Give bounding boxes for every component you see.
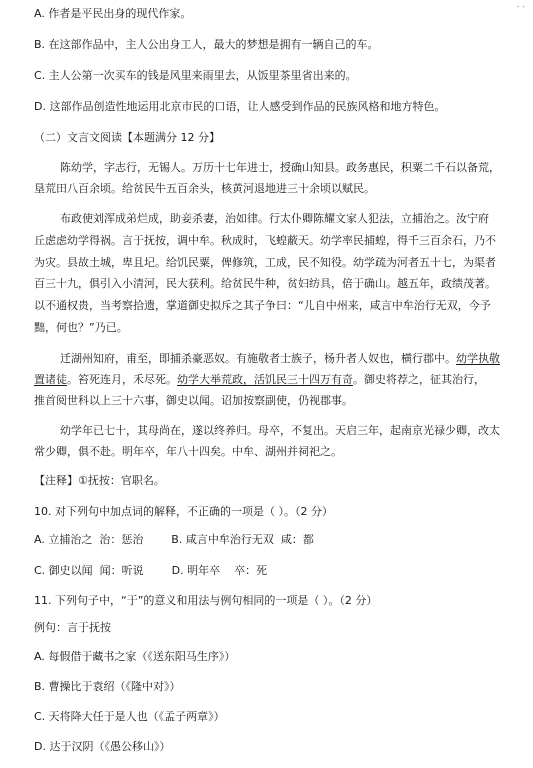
passage-p2-line3: 为灾。县故土城，卑且圮。给饥民粟，俾修筑，工成，民不知役。幼学疏为河者五十七，为渠者 xyxy=(34,256,496,269)
passage-p4-line2: 常少卿，俱不赴。明年卒，年八十四矣。中牟、湖州并祠祀之。 xyxy=(34,445,342,458)
passage-p2-line2: 丘虑虑幼学得祸。言于抚按，调中牟。秋成时，飞蝗蔽天。幼学率民捕蝗，得千三百余石，乃不 xyxy=(34,234,496,247)
question-10-stem: 10. 对下列句中加点词的解释，不正确的一项是（ ）。（2 分） xyxy=(34,505,333,518)
passage-p3-line2-text-b: 。御史将荐之，征其治行， xyxy=(353,373,485,386)
prev-option-c: C. 主人公第一次买车的钱是风里来雨里去，从饭里茶里省出来的。 xyxy=(34,69,357,82)
passage-p1-line1: 陈幼学，字志行，无锡人。万历十七年进士，授确山知县。政务惠民，积粟二千石以备荒， xyxy=(60,161,500,174)
prev-option-b: B. 在这部作品中，主人公出身工人，最大的梦想是拥有一辆自己的车。 xyxy=(34,38,379,51)
passage-p1-line2: 垦荒田八百余顷。给贫民牛五百余头，核黄河退地进三十余顷以赋民。 xyxy=(34,182,375,195)
passage-p3-line1 xyxy=(60,352,500,366)
question-11-stem: 11. 下列句子中，“于”的意义和用法与例句相同的一项是（ ）。（2 分） xyxy=(34,594,378,607)
passage-p4-line1: 幼学年已七十，其母尚在，遂以终养归。母卒，不复出。天启三年，起南京光禄少卿，改太 xyxy=(60,424,500,437)
question-11-example: 例句：言于抚按 xyxy=(34,621,111,634)
section-heading: （二）文言文阅读【本题满分 12 分】 xyxy=(34,131,220,144)
annotation-note: 【注释】①抚按：官职名。 xyxy=(34,474,165,487)
passage-p3-line3: 推首阅世科以上三十六事，御史以闻。诏加按察副使，仍视郡事。 xyxy=(34,394,353,407)
prev-option-a: A. 作者是平民出身的现代作家。 xyxy=(34,7,192,20)
passage-p3-line2 xyxy=(34,373,485,387)
question-10-options-row2: C. 御史以闻 闻：听说 D. 明年卒 卒：死 xyxy=(34,564,268,577)
underlined-sentence-1b: 置诸徒 xyxy=(34,373,67,386)
passage-p3-line2-text-a: 。笞死连月，禾尽死。 xyxy=(67,373,177,386)
question-11-option-b: B. 曹操比于袁绍（《隆中对》） xyxy=(34,680,181,693)
passage-p2-line6: 黜，何也？”乃已。 xyxy=(34,321,128,334)
passage-p2-line4: 百三十九，俱引入小清河，民大获利。给贫民牛种，贫妇纺具，倍于确山。越五年，政绩茂著。 xyxy=(34,277,496,290)
question-11-option-c: C. 天将降大任于是人也（《孟子两章》） xyxy=(34,710,225,723)
question-11-option-a: A. 每假借于藏书之家（《送东阳马生序》） xyxy=(34,650,236,663)
passage-p3-line1-text: 迁湖州知府，甫至，即捕杀豪恶奴。有施敬者士族子，杨升者人奴也，横行郡中。 xyxy=(60,352,456,365)
question-11-option-d: D. 达于汉阴（《愚公移山》） xyxy=(34,740,171,753)
prev-option-d: D. 这部作品创造性地运用北京市民的口语，让人感受到作品的民族风格和地方特色。 xyxy=(34,100,446,113)
passage-p2-line1: 布政使刘浑成弟烂成，助妾杀妻，治如律。行太仆卿陈耀文家人犯法，立捕治之。汝宁府 xyxy=(60,212,489,225)
underlined-sentence-2: 幼学大举荒政，活饥民三十四万有奇 xyxy=(177,373,353,386)
corner-mark: - - xyxy=(516,2,525,11)
passage-p2-line5: 以不通权贵，当考察拾遗，掌道御史拟斥之其子争曰：“儿自中州来，咸言中牟治行无双，今予 xyxy=(34,299,491,312)
question-10-options-row1: A. 立捕治之 治：惩治 B. 咸言中牟治行无双 咸：都 xyxy=(34,533,314,546)
underlined-sentence-1a: 幼学执敬 xyxy=(456,352,500,365)
